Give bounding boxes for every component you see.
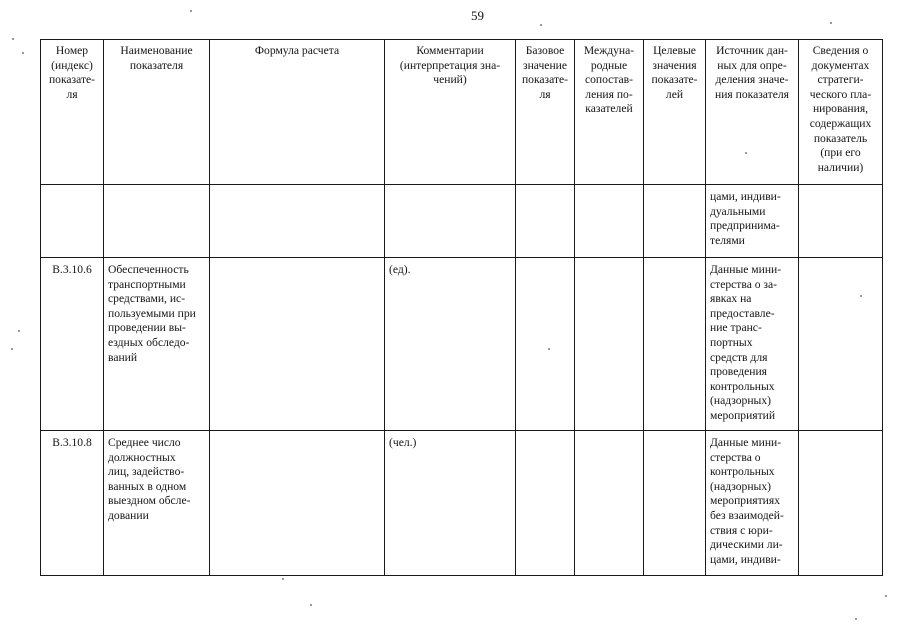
cell-international (575, 258, 644, 431)
scan-speck (885, 595, 887, 597)
cell-formula (210, 258, 385, 431)
cell-formula (210, 431, 385, 576)
scan-speck (12, 38, 14, 40)
table-row (41, 258, 883, 431)
indicator-table (40, 39, 883, 576)
cell-comment: (ед). (385, 258, 516, 431)
cell-base-value (516, 258, 575, 431)
header-international: Междуна- родные сопостав- ления по- казателей (575, 40, 644, 185)
scan-speck (22, 52, 24, 54)
cell-planning-docs (799, 431, 883, 576)
scan-speck (18, 330, 20, 332)
cell-planning-docs (799, 258, 883, 431)
cell-name: Среднее число должностных лиц, задейство- ванных в одном выездном обсле- довании (104, 431, 210, 576)
cell-target-values (644, 431, 706, 576)
header-index: Номер (индекс) показате- ля (41, 40, 104, 185)
header-name: Наименование показателя (104, 40, 210, 185)
header-data-source: Источник дан- ных для опре- деления значе- ния показателя (706, 40, 799, 185)
scan-speck (11, 348, 13, 350)
cell-index (41, 185, 104, 258)
scan-speck (282, 578, 284, 580)
cell-international (575, 185, 644, 258)
table-header-row (41, 40, 883, 185)
scan-speck (860, 295, 862, 297)
scan-speck (548, 348, 550, 350)
table-row (41, 431, 883, 576)
scan-speck (310, 604, 312, 606)
cell-comment (385, 185, 516, 258)
scan-speck (855, 618, 857, 620)
cell-formula (210, 185, 385, 258)
cell-target-values (644, 185, 706, 258)
cell-international (575, 431, 644, 576)
table-row (41, 185, 883, 258)
cell-data-source: Данные мини- стерства о за- явках на предоставле- ние транс- портных средств для проведения контрольных (надзорных) мероприятий (706, 258, 799, 431)
cell-base-value (516, 431, 575, 576)
header-formula: Формула расчета (210, 40, 385, 185)
page-number: 59 (471, 8, 484, 23)
scan-speck (745, 152, 747, 154)
scan-speck (830, 22, 832, 24)
header-comment: Комментарии (интерпретация зна- чений) (385, 40, 516, 185)
cell-name (104, 185, 210, 258)
header-base-value: Базовое значение показате- ля (516, 40, 575, 185)
scan-speck (190, 10, 192, 12)
cell-comment: (чел.) (385, 431, 516, 576)
header-target-values: Целевые значения показате- лей (644, 40, 706, 185)
cell-planning-docs (799, 185, 883, 258)
cell-base-value (516, 185, 575, 258)
header-planning-docs: Сведения о документах стратеги- ческого пла- нирования, содержащих показатель (при его наличии) (799, 40, 883, 185)
cell-data-source: Данные мини- стерства о контрольных (надзорных) мероприятиях без взаимодей- ствия с юри- дическими ли- цами, индиви- (706, 431, 799, 576)
scan-speck (540, 24, 542, 26)
cell-name: Обеспеченность транспортными средствами, ис- пользуемыми при проведении вы- ездных обследо- ваний (104, 258, 210, 431)
cell-target-values (644, 258, 706, 431)
cell-index: В.3.10.6 (41, 258, 104, 431)
cell-data-source: цами, индиви- дуальными предпринима- телями (706, 185, 799, 258)
cell-index: В.3.10.8 (41, 431, 104, 576)
